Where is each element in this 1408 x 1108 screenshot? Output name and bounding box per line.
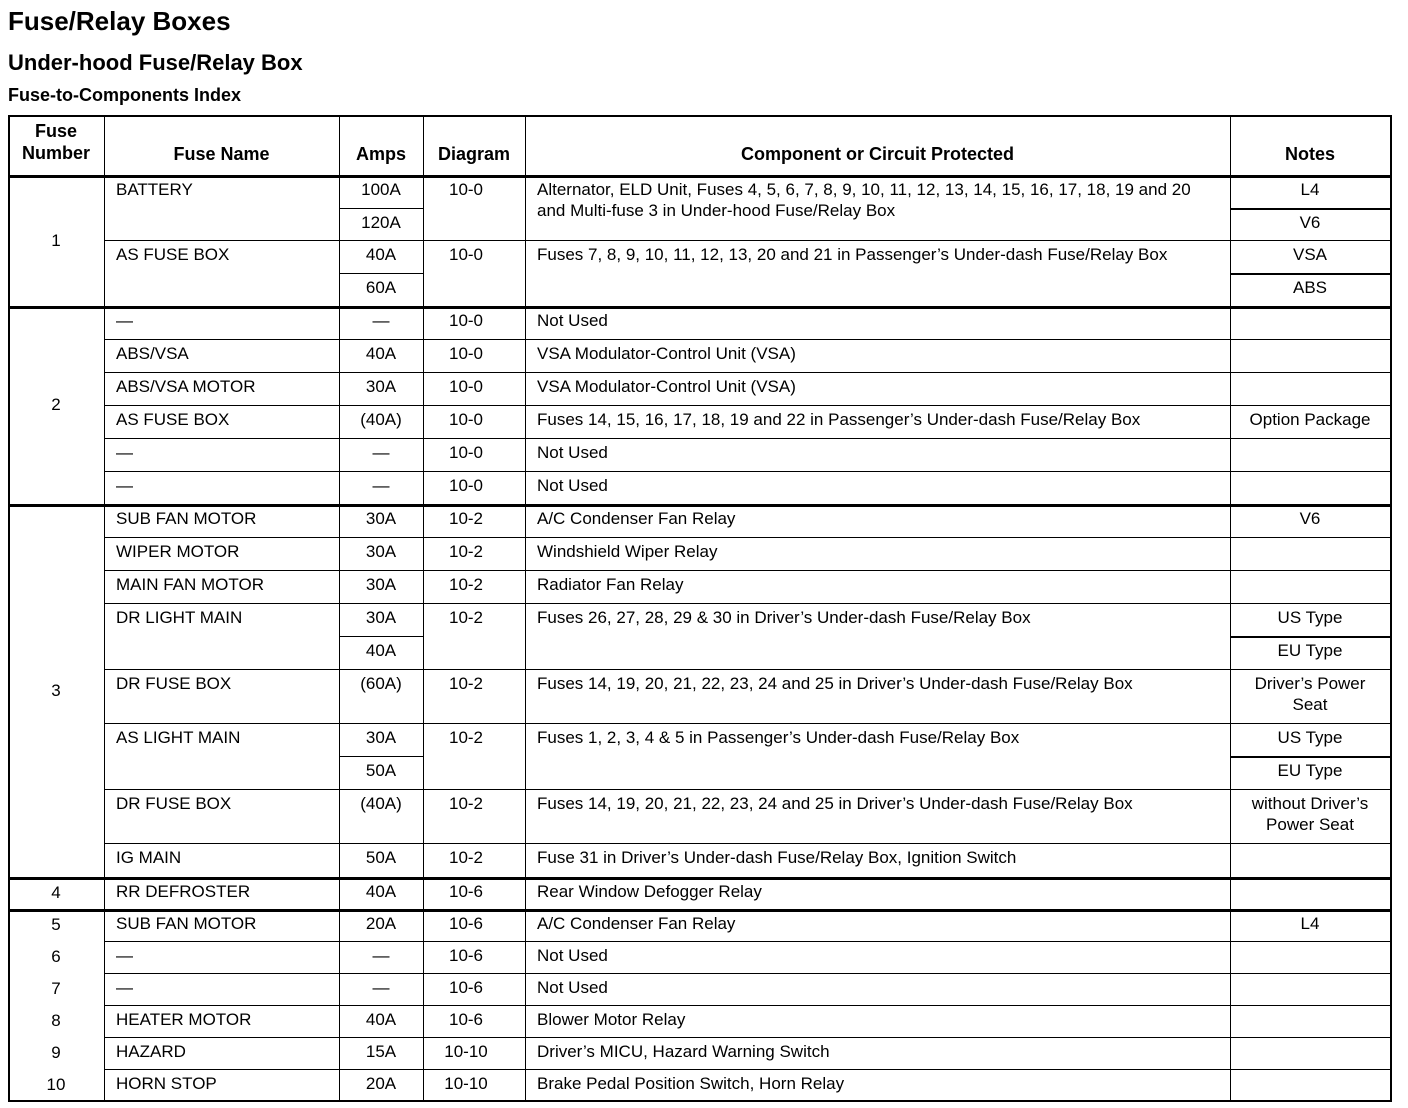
table-border bbox=[8, 1100, 1392, 1102]
amps-value: 60A bbox=[365, 278, 397, 297]
table-border bbox=[1390, 115, 1392, 1102]
diagram-ref: 10-0 bbox=[448, 180, 484, 199]
fuse-number: 3 bbox=[51, 680, 61, 700]
fuse-name: DR LIGHT MAIN bbox=[116, 608, 243, 627]
amps-value: 50A bbox=[365, 761, 397, 780]
fuse-name: AS LIGHT MAIN bbox=[116, 728, 241, 747]
amps-value: 40A bbox=[365, 245, 397, 264]
amps-split-rule bbox=[339, 756, 423, 757]
row-rule bbox=[104, 723, 1390, 724]
fuse-name: — bbox=[116, 946, 133, 965]
fuse-name: SUB FAN MOTOR bbox=[116, 914, 257, 933]
component-text: Alternator, ELD Unit, Fuses 4, 5, 6, 7, 8, 9, 10, 11, 12, 13, 14, 15, 16, 17, 18, 19 and 20 and Multi-fuse 3 in Under-hood Fuse/Relay Box bbox=[537, 180, 1191, 220]
component-text: Rear Window Defogger Relay bbox=[537, 882, 762, 901]
component-text: VSA Modulator-Control Unit (VSA) bbox=[537, 344, 796, 363]
component-text: Not Used bbox=[537, 311, 608, 330]
row-rule bbox=[104, 973, 1390, 974]
amps-split-rule bbox=[339, 273, 423, 274]
fuse-number: 8 bbox=[51, 1011, 61, 1030]
amps-value: 40A bbox=[365, 344, 397, 363]
fuse-name: — bbox=[116, 443, 133, 462]
row-rule bbox=[104, 372, 1390, 373]
diagram-ref: 10-2 bbox=[448, 509, 484, 528]
row-rule bbox=[104, 669, 1390, 670]
diagram-ref: 10-6 bbox=[448, 946, 484, 965]
row-rule bbox=[104, 1069, 1390, 1070]
component-text: Fuses 14, 19, 20, 21, 22, 23, 24 and 25 in Driver’s Under-dash Fuse/Relay Box bbox=[537, 674, 1133, 693]
fuse-name: HEATER MOTOR bbox=[116, 1010, 252, 1029]
column-divider bbox=[525, 115, 526, 1100]
header-fuse-name: Fuse Name bbox=[173, 144, 270, 164]
amps-value: — bbox=[372, 311, 390, 330]
diagram-ref: 10-6 bbox=[448, 914, 484, 933]
fuse-number: 5 bbox=[51, 915, 61, 934]
notes-split-rule bbox=[1230, 273, 1390, 275]
amps-value: — bbox=[372, 978, 390, 997]
amps-value: 30A bbox=[365, 509, 397, 528]
fuse-number: 10 bbox=[46, 1075, 66, 1094]
diagram-ref: 10-2 bbox=[448, 728, 484, 747]
fuse-number: 9 bbox=[51, 1043, 61, 1062]
amps-value: 100A bbox=[361, 180, 401, 199]
diagram-ref: 10-2 bbox=[448, 674, 484, 693]
diagram-ref: 10-2 bbox=[448, 542, 484, 561]
row-rule bbox=[104, 603, 1390, 604]
diagram-ref: 10-2 bbox=[448, 608, 484, 627]
fuse-name: HORN STOP bbox=[116, 1074, 217, 1093]
component-text: Blower Motor Relay bbox=[537, 1010, 686, 1029]
amps-value: (60A) bbox=[360, 674, 402, 693]
group-rule bbox=[8, 504, 1390, 507]
row-rule bbox=[104, 339, 1390, 340]
amps-value: — bbox=[372, 946, 390, 965]
fuse-name: RR DEFROSTER bbox=[116, 882, 251, 901]
component-text: Brake Pedal Position Switch, Horn Relay bbox=[537, 1074, 845, 1093]
amps-value: 40A bbox=[365, 641, 397, 660]
note-text: ABS bbox=[1292, 278, 1328, 297]
note-text: V6 bbox=[1299, 509, 1321, 528]
header-component: Component or Circuit Protected bbox=[740, 144, 1014, 164]
fuse-name: IG MAIN bbox=[116, 848, 182, 867]
header-diagram: Diagram bbox=[437, 144, 511, 164]
component-text: Fuses 14, 15, 16, 17, 18, 19 and 22 in Passenger’s Under-dash Fuse/Relay Box bbox=[537, 410, 1141, 429]
fuse-name: HAZARD bbox=[116, 1042, 186, 1061]
row-rule bbox=[104, 941, 1390, 942]
table-border bbox=[8, 115, 1392, 117]
amps-value: 30A bbox=[365, 608, 397, 627]
note-text: Option Package bbox=[1249, 410, 1371, 429]
amps-value: 120A bbox=[361, 213, 401, 232]
note-text: L4 bbox=[1300, 180, 1320, 199]
fuse-name: BATTERY bbox=[116, 180, 193, 199]
fuse-name: ABS/VSA MOTOR bbox=[116, 377, 256, 396]
row-rule bbox=[104, 471, 1390, 472]
amps-value: 40A bbox=[365, 882, 397, 901]
diagram-ref: 10-0 bbox=[448, 476, 484, 495]
row-rule bbox=[104, 240, 1390, 241]
diagram-ref: 10-0 bbox=[448, 377, 484, 396]
fuse-name: DR FUSE BOX bbox=[116, 794, 232, 813]
component-text: VSA Modulator-Control Unit (VSA) bbox=[537, 377, 796, 396]
group-rule bbox=[8, 877, 1390, 880]
note-text: VSA bbox=[1292, 245, 1328, 264]
amps-value: 30A bbox=[365, 575, 397, 594]
amps-value: 30A bbox=[365, 728, 397, 747]
component-text: Windshield Wiper Relay bbox=[537, 542, 718, 561]
component-text: Fuses 7, 8, 9, 10, 11, 12, 13, 20 and 21 in Passenger’s Under-dash Fuse/Relay Box bbox=[537, 245, 1168, 264]
note-text: Driver’s Power Seat bbox=[1254, 674, 1366, 714]
page-subtitle: Under-hood Fuse/Relay Box bbox=[8, 50, 303, 75]
row-rule bbox=[104, 438, 1390, 439]
fuse-number: 4 bbox=[51, 883, 61, 902]
diagram-ref: 10-2 bbox=[448, 794, 484, 813]
notes-split-rule bbox=[1230, 636, 1390, 638]
note-text: US Type bbox=[1277, 608, 1343, 627]
amps-value: (40A) bbox=[360, 410, 402, 429]
row-rule bbox=[104, 789, 1390, 790]
component-text: Driver’s MICU, Hazard Warning Switch bbox=[537, 1042, 830, 1061]
component-text: Not Used bbox=[537, 443, 608, 462]
diagram-ref: 10-0 bbox=[448, 410, 484, 429]
column-divider bbox=[104, 115, 105, 1100]
amps-value: 30A bbox=[365, 542, 397, 561]
group-rule bbox=[8, 306, 1390, 309]
diagram-ref: 10-0 bbox=[448, 245, 484, 264]
note-text: V6 bbox=[1299, 213, 1321, 232]
diagram-ref: 10-0 bbox=[448, 443, 484, 462]
fuse-name: — bbox=[116, 476, 133, 495]
amps-value: 30A bbox=[365, 377, 397, 396]
component-text: Radiator Fan Relay bbox=[537, 575, 684, 594]
group-rule bbox=[8, 909, 1390, 912]
amps-value: — bbox=[372, 476, 390, 495]
note-text: L4 bbox=[1300, 914, 1320, 933]
row-rule bbox=[104, 570, 1390, 571]
fuse-name: — bbox=[116, 311, 133, 330]
note-text: EU Type bbox=[1277, 641, 1343, 660]
amps-value: — bbox=[372, 443, 390, 462]
amps-split-rule bbox=[339, 636, 423, 637]
component-text: Not Used bbox=[537, 946, 608, 965]
component-text: Fuses 14, 19, 20, 21, 22, 23, 24 and 25 in Driver’s Under-dash Fuse/Relay Box bbox=[537, 794, 1133, 813]
section-title: Fuse-to-Components Index bbox=[8, 85, 241, 105]
component-text: Not Used bbox=[537, 476, 608, 495]
note-text: without Driver’s Power Seat bbox=[1251, 794, 1369, 834]
row-rule bbox=[104, 405, 1390, 406]
amps-split-rule bbox=[339, 208, 423, 209]
note-text: EU Type bbox=[1277, 761, 1343, 780]
component-text: Fuses 1, 2, 3, 4 & 5 in Passenger’s Under-dash Fuse/Relay Box bbox=[537, 728, 1020, 747]
fuse-number: 2 bbox=[51, 395, 61, 414]
component-text: Fuses 26, 27, 28, 29 & 30 in Driver’s Under-dash Fuse/Relay Box bbox=[537, 608, 1031, 627]
diagram-ref: 10-2 bbox=[448, 575, 484, 594]
fuse-name: MAIN FAN MOTOR bbox=[116, 575, 264, 594]
amps-value: 50A bbox=[365, 848, 397, 867]
amps-value: 20A bbox=[365, 1074, 397, 1093]
fuse-name: ABS/VSA bbox=[116, 344, 189, 363]
component-text: A/C Condenser Fan Relay bbox=[537, 914, 736, 933]
page-title: Fuse/Relay Boxes bbox=[8, 6, 231, 36]
amps-value: 15A bbox=[365, 1042, 397, 1061]
header-notes: Notes bbox=[1284, 144, 1335, 164]
diagram-ref: 10-0 bbox=[448, 344, 484, 363]
amps-value: (40A) bbox=[360, 794, 402, 813]
amps-value: 40A bbox=[365, 1010, 397, 1029]
diagram-ref: 10-6 bbox=[448, 1010, 484, 1029]
fuse-name: DR FUSE BOX bbox=[116, 674, 232, 693]
diagram-ref: 10-6 bbox=[448, 978, 484, 997]
component-text: Not Used bbox=[537, 978, 608, 997]
row-rule bbox=[104, 537, 1390, 538]
diagram-ref: 10-10 bbox=[444, 1074, 488, 1093]
row-rule bbox=[104, 1005, 1390, 1006]
fuse-number: 1 bbox=[51, 230, 61, 250]
fuse-number: 7 bbox=[51, 979, 61, 998]
diagram-ref: 10-6 bbox=[448, 882, 484, 901]
row-rule bbox=[104, 843, 1390, 844]
diagram-ref: 10-10 bbox=[444, 1042, 488, 1061]
header-rule bbox=[8, 175, 1390, 178]
notes-split-rule bbox=[1230, 756, 1390, 758]
fuse-name: WIPER MOTOR bbox=[116, 542, 240, 561]
diagram-ref: 10-0 bbox=[448, 311, 484, 330]
notes-split-rule bbox=[1230, 208, 1390, 210]
fuse-name: SUB FAN MOTOR bbox=[116, 509, 257, 528]
fuse-name: AS FUSE BOX bbox=[116, 410, 230, 429]
row-rule bbox=[104, 1037, 1390, 1038]
fuse-number: 6 bbox=[51, 947, 61, 966]
header-amps: Amps bbox=[355, 144, 406, 164]
diagram-ref: 10-2 bbox=[448, 848, 484, 867]
note-text: US Type bbox=[1277, 728, 1343, 747]
component-text: Fuse 31 in Driver’s Under-dash Fuse/Relay Box, Ignition Switch bbox=[537, 848, 1017, 867]
component-text: A/C Condenser Fan Relay bbox=[537, 509, 736, 528]
fuse-name: — bbox=[116, 978, 133, 997]
amps-value: 20A bbox=[365, 914, 397, 933]
header-fuse-number: Fuse Number bbox=[22, 121, 91, 163]
fuse-name: AS FUSE BOX bbox=[116, 245, 230, 264]
